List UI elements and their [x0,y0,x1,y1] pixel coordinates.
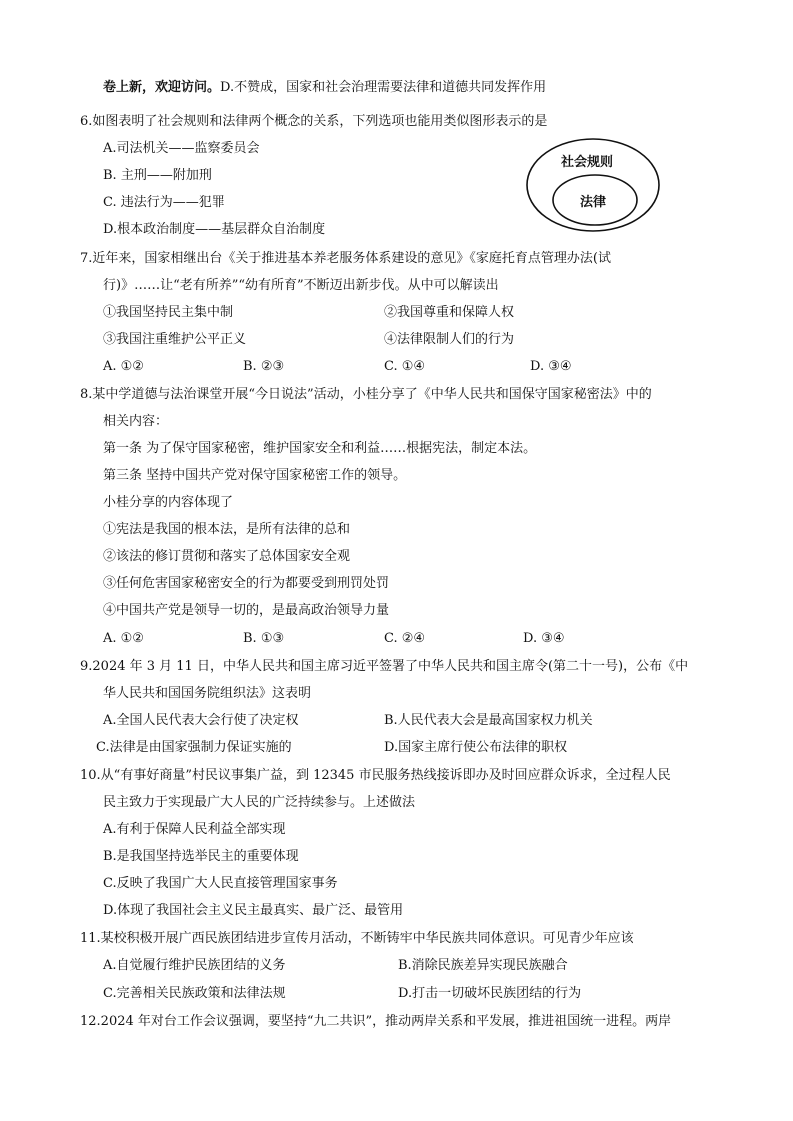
q8-statement-4: ④中国共产党是领导一切的，是最高政治领导力量 [103,603,390,618]
q8-quote-2: 第三条 坚持中国共产党对保守国家秘密工作的领导。 [103,468,407,483]
header-rest-text: D.不赞成，国家和社会治理需要法律和道德共同发挥作用 [220,80,547,95]
q9-stem-line-2: 华人民共和国国务院组织法》这表明 [103,686,312,701]
q7-choice-d: D. ③④ [530,359,572,374]
q6-option-a: A.司法机关——监察委员会 [103,141,260,156]
header-line [103,79,546,97]
q9-stem-line-1: 9.2024 年 3 月 11 日，中华人民共和国主席习近平签署了中华人民共和国主席令(第二十一号)，公布《中 [80,659,689,674]
q7-statement-1: ①我国坚持民主集中制 [103,305,234,320]
q11-option-b: B.消除民族差异实现民族融合 [398,958,568,973]
q8-quote-1: 第一条 为了保守国家秘密，维护国家安全和利益……根据宪法，制定本法。 [103,441,537,456]
q6-option-b: B. 主刑——附加刑 [103,168,212,183]
inner-label: 法律 [579,195,607,210]
q7-statement-2: ②我国尊重和保障人权 [384,305,515,320]
q8-stem-line-2: 相关内容： [103,414,169,429]
q7-choice-c: C. ①④ [384,359,426,374]
q10-option-c: C.反映了我国广大人民直接管理国家事务 [103,876,338,891]
outer-label: 社会规则 [560,155,614,170]
q12-stem: 12.2024 年对台工作会议强调，要坚持“九二共识”，推动两岸关系和平发展，推进祖国统一进程。两岸 [80,1014,672,1029]
q10-stem-line-2: 民主致力于实现最广大人民的广泛持续参与。上述做法 [103,795,416,810]
outer-ellipse [527,139,659,231]
q7-stem-line-1: 7.近年来，国家相继出台《关于推进基本养老服务体系建设的意见》《家庭托育点管理办法(试 [80,251,611,266]
q7-choice-b: B. ②③ [243,359,285,374]
q8-statement-2: ②该法的修订贯彻和落实了总体国家安全观 [103,549,351,564]
q10-stem-line-1: 10.从“有事好商量”村民议事集广益，到 12345 市民服务热线接诉即办及时回应群众诉求，全过程人民 [80,768,671,783]
q7-statement-3: ③我国注重维护公平正义 [103,332,247,347]
q9-option-c: C.法律是由国家强制力保证实施的 [96,740,292,755]
q9-option-b: B.人民代表大会是最高国家权力机关 [384,713,593,728]
q8-statement-1: ①宪法是我国的根本法，是所有法律的总和 [103,522,351,537]
q8-lead: 小桂分享的内容体现了 [103,495,234,510]
q11-stem: 11.某校积极开展广西民族团结进步宣传月活动，不断铸牢中华民族共同体意识。可见青少年应该 [80,931,634,946]
q8-stem-line-1: 8.某中学道德与法治课堂开展“今日说法”活动，小桂分享了《中华人民共和国保守国家秘密法》中的 [80,387,652,402]
q6-option-c: C. 违法行为——犯罪 [103,195,225,210]
q10-option-b: B.是我国坚持选举民主的重要体现 [103,849,299,864]
q8-choice-a: A. ①② [103,631,144,646]
q9-option-a: A.全国人民代表大会行使了决定权 [103,713,299,728]
q6-option-d: D.根本政治制度——基层群众自治制度 [103,222,326,237]
q8-statement-3: ③任何危害国家秘密安全的行为都要受到刑罚处罚 [103,576,390,591]
q7-choice-a: A. ①② [103,359,144,374]
q10-option-d: D.体现了我国社会主义民主最真实、最广泛、最管用 [103,903,404,918]
q9-option-d: D.国家主席行使公布法律的职权 [384,740,568,755]
q11-option-c: C.完善相关民族政策和法律法规 [103,986,286,1001]
q10-option-a: A.有利于保障人民利益全部实现 [103,822,286,837]
q8-choice-b: B. ①③ [243,631,285,646]
q8-choice-c: C. ②④ [384,631,426,646]
q7-stem-line-2: 行)》……让“老有所养”“幼有所育”不断迈出新步伐。从中可以解读出 [103,278,499,293]
q6-venn-diagram [525,137,661,233]
q8-choice-d: D. ③④ [523,631,565,646]
header-bold-text: 卷上新，欢迎访问。 [103,80,221,95]
q7-statement-4: ④法律限制人们的行为 [384,332,515,347]
q6-stem: 6.如图表明了社会规则和法律两个概念的关系，下列选项也能用类似图形表示的是 [80,114,548,129]
q11-option-d: D.打击一切破坏民族团结的行为 [398,986,582,1001]
q11-option-a: A.自觉履行维护民族团结的义务 [103,958,286,973]
